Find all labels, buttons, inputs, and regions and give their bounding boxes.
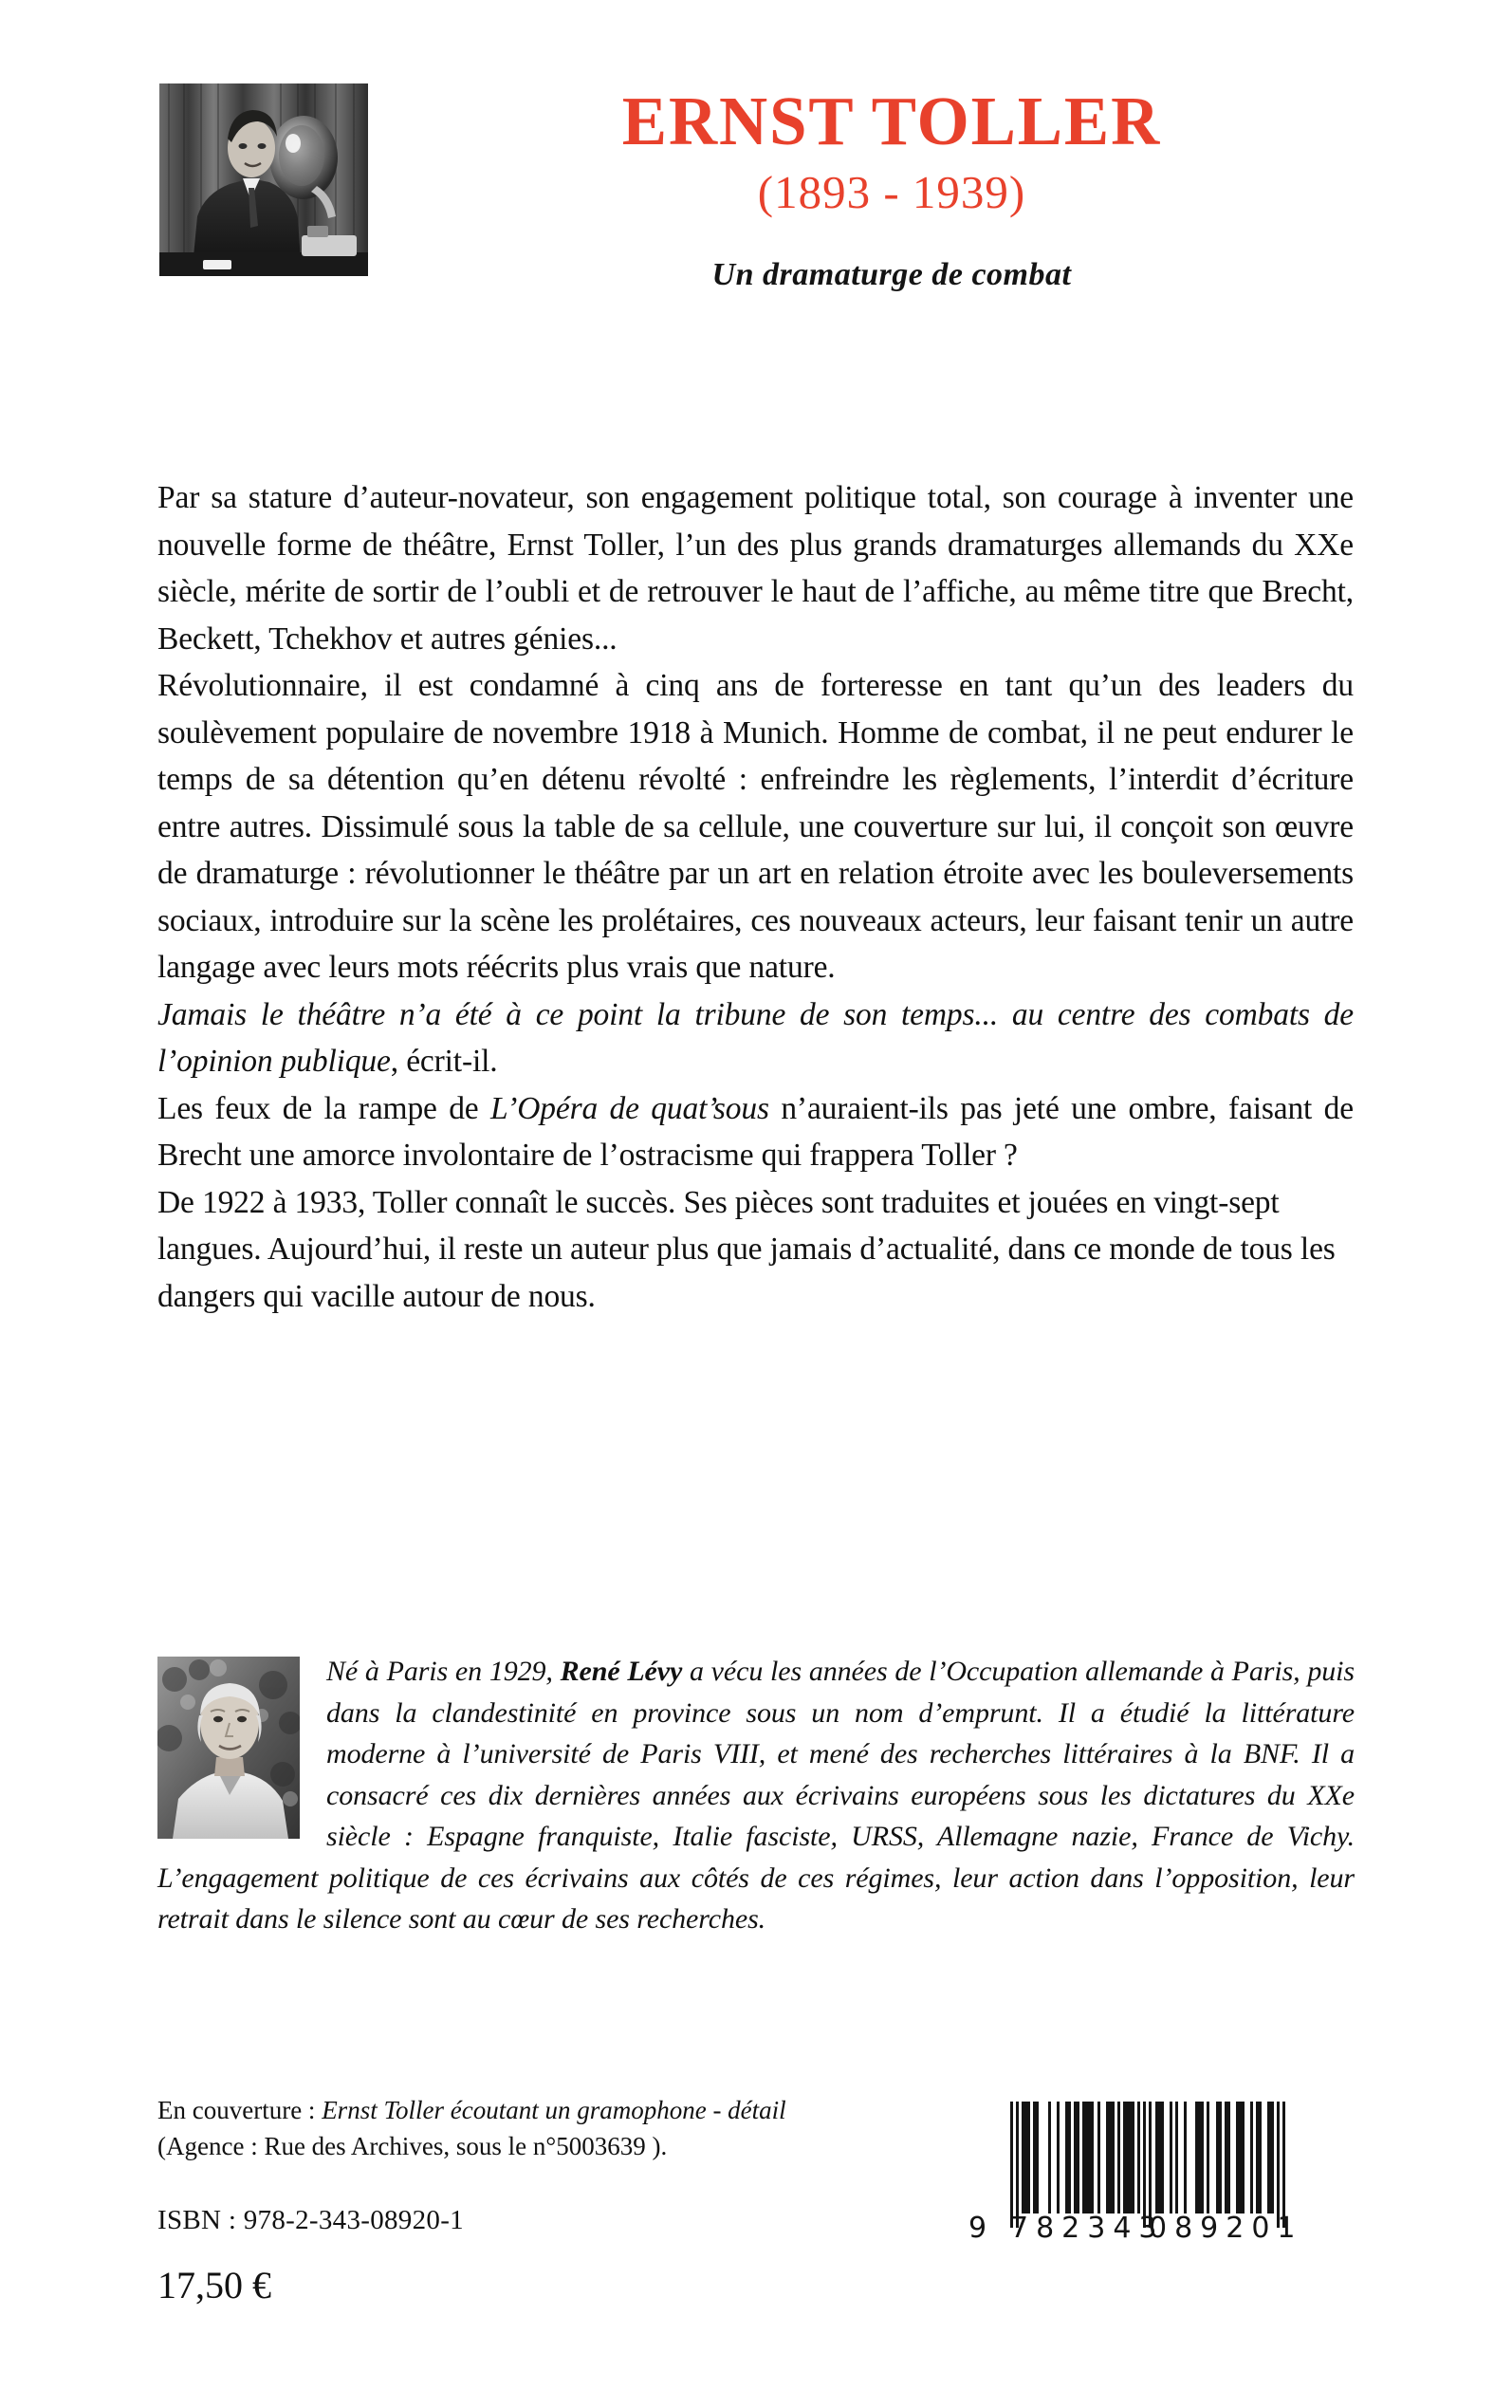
author-bio-pre: Né à Paris en 1929, <box>326 1656 561 1687</box>
author-bio-section <box>157 1651 1355 1940</box>
price-label: 17,50 € <box>157 2264 271 2306</box>
cover-credits <box>157 2092 1011 2164</box>
blurb-brecht-pre: Les feux de la rampe de <box>157 1090 490 1126</box>
barcode-bar <box>1267 2102 1273 2214</box>
barcode-bar <box>1033 2102 1039 2214</box>
cover-header <box>0 0 1512 446</box>
barcode-bar <box>1155 2102 1164 2214</box>
blurb-paragraph-2: Révolutionnaire, il est condamné à cinq ans de forteresse en tant qu’un des leaders du soulèvement populaire de novembre 1918 à Munich. Homme de combat, il ne peut endurer le temps de sa détention qu’en détenu révolté : enfreindre les règlements, l’interdit d’écriture entre autres. Dissimulé sous la table de sa cellule, une couverture sur lui, il conçoit son œuvre de dramaturge : révolutionner le théâtre par un art en relation étroite avec les bouleversements sociaux, introduire sur la scène les prolétaires, ces nouveaux acteurs, leur faisant tenir un autre langage avec leurs mots réécrits plus vrais que nature. <box>157 668 1354 985</box>
barcode-bar <box>1175 2102 1178 2214</box>
barcode-bar <box>1250 2102 1253 2214</box>
blurb-paragraph-1: Par sa stature d’auteur-novateur, son engagement politique total, son courage à inventer une nouvelle forme de théâtre, Ernst Toller, l’un des plus grands dramaturges allemands du XXe siècle, mérite de sortir de l’oubli et de retrouver le haut de l’affiche, au même titre que Brecht, Beckett, Tchekhov et autres génies... <box>157 480 1354 657</box>
barcode-bar <box>1022 2102 1030 2214</box>
barcode-bar <box>1065 2102 1071 2214</box>
back-cover-blurb <box>157 474 1354 1320</box>
barcode-left-digits: 782343 <box>1010 2212 1165 2245</box>
barcode-bar <box>1048 2102 1051 2214</box>
author-name: René Lévy <box>560 1656 683 1687</box>
blurb-quote-paragraph <box>157 991 1354 1085</box>
barcode-digits <box>968 2212 1303 2266</box>
barcode-bars <box>968 2102 1300 2228</box>
barcode-bar <box>1282 2102 1285 2228</box>
title-block <box>398 85 1385 293</box>
cover-photo-graphic <box>159 83 368 276</box>
ean-barcode <box>968 2102 1303 2268</box>
barcode-bar <box>1137 2102 1140 2214</box>
isbn-line: ISBN : 978-2-343-08920-1 <box>157 2205 464 2235</box>
barcode-bar <box>1184 2102 1187 2214</box>
author-bio-text <box>157 1651 1355 1940</box>
barcode-bar <box>1225 2102 1230 2214</box>
barcode-bar <box>1143 2102 1146 2228</box>
blurb-quote-tail: , écrit-il. <box>390 1044 498 1079</box>
barcode-right-digits: 089201 <box>1149 2212 1303 2245</box>
blurb-final-paragraph: De 1922 à 1933, Toller connaît le succès. Ses pièces sont traduites et jouées en vingt-sept langues. Aujourd’hui, il reste un auteur plus que jamais d’actualité, dans ce monde de tous les dangers qui vacille autour de nous. <box>157 1184 1336 1314</box>
blurb-quote-italic: Jamais le théâtre n’a été à ce point la tribune de son temps... au centre des combats de l’opinion publique <box>157 996 1354 1079</box>
author-bio-body: a vécu les années de l’Occupation allemande à Paris, puis dans la clandestinité en province sous un nom d’emprunt. Il a étudié la littérature moderne à l’université de Paris VIII, et mené des recherches littéraires à la BNF. Il a consacré ces dix dernières années aux écrivains européens sous les dictatures du XXe siècle : Espagne franquiste, Italie fasciste, URSS, Allemagne nazie, France de Vichy. L’engagement politique de ces écrivains aux côtés de ces régimes, leur action dans l’opposition, leur retrait dans le silence sont au cœur de ses recherches. <box>157 1656 1355 1935</box>
blurb-brecht-paragraph <box>157 1085 1354 1179</box>
barcode-bar <box>1057 2102 1060 2214</box>
book-dates: (1893 - 1939) <box>757 165 1026 218</box>
barcode-bar <box>1016 2102 1019 2228</box>
barcode-bar <box>1149 2102 1152 2228</box>
barcode-bar <box>1117 2102 1120 2214</box>
barcode-bar <box>1082 2102 1094 2214</box>
author-portrait-graphic <box>157 1657 300 1839</box>
barcode-bar <box>1170 2102 1172 2214</box>
barcode-bar <box>1207 2102 1209 2214</box>
cover-credit-line <box>157 2092 1011 2128</box>
barcode-bar <box>1256 2102 1262 2214</box>
blurb-brecht-post: n’auraient-ils pas jeté une ombre, faisant de Brecht une amorce involontaire de l’ostracisme qui frappera Toller ? <box>157 1090 1354 1173</box>
book-title: ERNST TOLLER <box>621 83 1162 159</box>
barcode-bar <box>1277 2102 1280 2228</box>
author-portrait-photo <box>157 1657 300 1839</box>
barcode-bar <box>1010 2102 1013 2228</box>
barcode-bar <box>1195 2102 1204 2214</box>
barcode-bar <box>1074 2102 1079 2214</box>
cover-credit-caption: Ernst Toller écoutant un gramophone - détail <box>322 2096 786 2124</box>
blurb-play-title: L’Opéra de quat’sous <box>489 1090 769 1126</box>
barcode-bar <box>1106 2102 1115 2214</box>
cover-agency-line: (Agence : Rue des Archives, sous le n°5003639 ). <box>157 2132 668 2160</box>
barcode-lead-digit: 9 <box>968 2212 988 2245</box>
barcode-bar <box>1123 2102 1134 2214</box>
ernst-toller-gramophone-photo <box>159 83 368 276</box>
barcode-bar <box>1236 2102 1245 2214</box>
barcode-bar <box>1216 2102 1222 2214</box>
barcode-bar <box>1097 2102 1100 2214</box>
cover-credit-label: En couverture : <box>157 2096 323 2124</box>
book-subtitle: Un dramaturge de combat <box>711 256 1072 292</box>
